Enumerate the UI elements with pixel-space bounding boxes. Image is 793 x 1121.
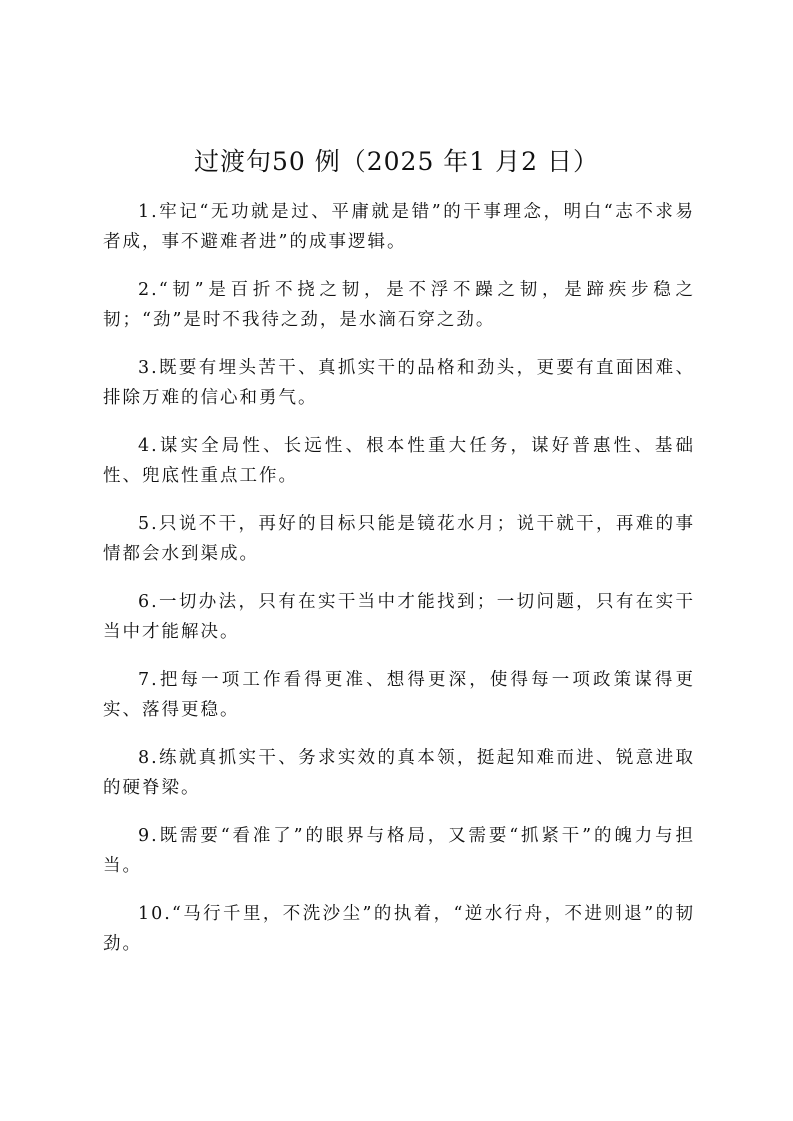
list-item: 9.既需要“看准了”的眼界与格局，又需要“抓紧干”的魄力与担当。 [103, 826, 695, 876]
list-item: 5.只说不干，再好的目标只能是镜花水月；说干就干，再难的事情都会水到渠成。 [103, 514, 695, 564]
list-item: 10.“马行千里，不洗沙尘”的执着，“逆水行舟，不进则退”的韧劲。 [103, 904, 695, 954]
document-title: 过渡句50 例（2025 年1 月2 日） [193, 147, 600, 176]
sentence-list [103, 197, 695, 977]
list-item: 4.谋实全局性、长远性、根本性重大任务，谋好普惠性、基础性、兜底性重点工作。 [103, 436, 695, 486]
list-item: 7.把每一项工作看得更准、想得更深，使得每一项政策谋得更实、落得更稳。 [103, 670, 695, 720]
list-item: 1.牢记“无功就是过、平庸就是错”的干事理念，明白“志不求易者成，事不避难者进”的成事逻辑。 [103, 202, 695, 252]
list-item: 8.练就真抓实干、务求实效的真本领，挺起知难而进、锐意进取的硬脊梁。 [103, 748, 695, 798]
list-item: 2.“韧”是百折不挠之韧，是不浮不躁之韧，是蹄疾步稳之韧；“劲”是时不我待之劲，是水滴石穿之劲。 [103, 280, 695, 330]
list-item: 3.既要有埋头苦干、真抓实干的品格和劲头，更要有直面困难、排除万难的信心和勇气。 [103, 358, 695, 408]
list-item: 6.一切办法，只有在实干当中才能找到；一切问题，只有在实干当中才能解决。 [103, 592, 695, 642]
